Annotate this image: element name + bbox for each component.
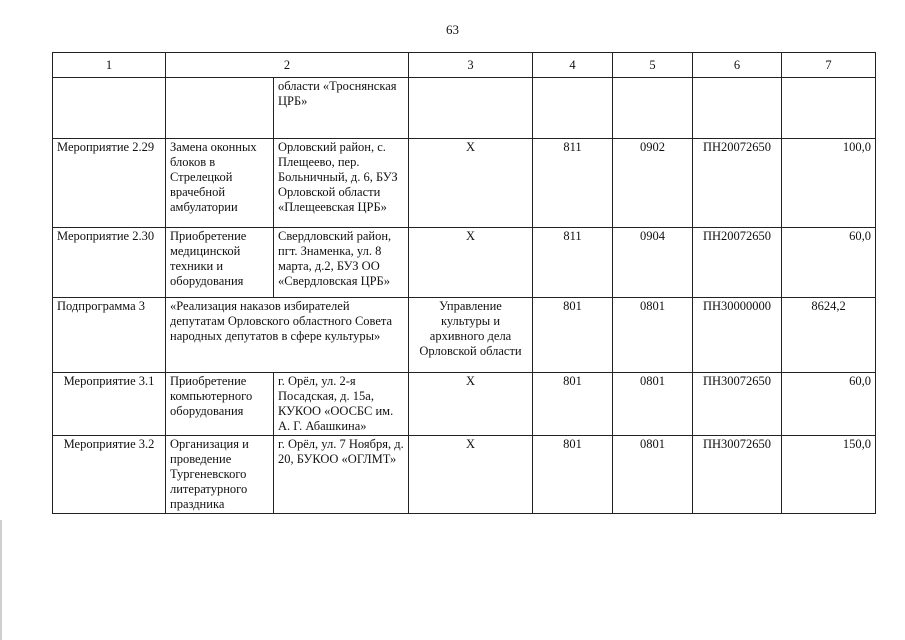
code-4 bbox=[533, 78, 613, 139]
header-cell-2: 2 bbox=[166, 53, 409, 78]
activity-name: Приобретение медицинской техники и оборудования bbox=[166, 228, 274, 298]
code-6: ПН20072650 bbox=[693, 139, 782, 228]
table-row bbox=[53, 298, 876, 373]
header-cell-5: 5 bbox=[613, 53, 693, 78]
row-label: Мероприятие 2.30 bbox=[53, 228, 166, 298]
activity-name: Организация и проведение Тургеневского литературного праздника bbox=[166, 436, 274, 514]
code-5: 0801 bbox=[613, 373, 693, 436]
code-5: 0904 bbox=[613, 228, 693, 298]
amount bbox=[782, 78, 876, 139]
table-row bbox=[53, 78, 876, 139]
activity-address: Орловский район, с. Плещеево, пер. Больничный, д. 6, БУЗ Орловской области «Плещеевская ЦРБ» bbox=[274, 139, 409, 228]
activity-name: Приобретение компьютерного оборудования bbox=[166, 373, 274, 436]
header-cell-4: 4 bbox=[533, 53, 613, 78]
header-cell-7: 7 bbox=[782, 53, 876, 78]
table-header-row bbox=[53, 53, 876, 78]
code-6: ПН30000000 bbox=[693, 298, 782, 373]
table-row bbox=[53, 139, 876, 228]
code-6 bbox=[693, 78, 782, 139]
activity-name bbox=[166, 78, 274, 139]
subprogram-name: «Реализация наказов избирателей депутатам Орловского областного Совета народных депутатов в сфере культуры» bbox=[166, 298, 409, 373]
code-5 bbox=[613, 78, 693, 139]
code-4: 801 bbox=[533, 298, 613, 373]
budget-table bbox=[52, 52, 876, 514]
executor: Х bbox=[409, 139, 533, 228]
activity-address: области «Троснянская ЦРБ» bbox=[274, 78, 409, 139]
code-4: 811 bbox=[533, 139, 613, 228]
executor: Управление культуры и архивного дела Орловской области bbox=[409, 298, 533, 373]
header-cell-6: 6 bbox=[693, 53, 782, 78]
amount: 100,0 bbox=[782, 139, 876, 228]
row-label: Мероприятие 3.1 bbox=[53, 373, 166, 436]
row-label: Мероприятие 2.29 bbox=[53, 139, 166, 228]
code-5: 0801 bbox=[613, 298, 693, 373]
activity-name: Замена оконных блоков в Стрелецкой врачебной амбулатории bbox=[166, 139, 274, 228]
row-label: Мероприятие 3.2 bbox=[53, 436, 166, 514]
table-row bbox=[53, 228, 876, 298]
code-5: 0801 bbox=[613, 436, 693, 514]
activity-address: Свердловский район, пгт. Знаменка, ул. 8 марта, д.2, БУЗ ОО «Свердловская ЦРБ» bbox=[274, 228, 409, 298]
activity-address: г. Орёл, ул. 2-я Посадская, д. 15а, КУКОО «ООСБС им. А. Г. Абашкина» bbox=[274, 373, 409, 436]
code-6: ПН20072650 bbox=[693, 228, 782, 298]
table-row bbox=[53, 436, 876, 514]
row-label: Подпрограмма 3 bbox=[53, 298, 166, 373]
code-4: 811 bbox=[533, 228, 613, 298]
activity-address: г. Орёл, ул. 7 Ноября, д. 20, БУКОО «ОГЛМТ» bbox=[274, 436, 409, 514]
header-cell-1: 1 bbox=[53, 53, 166, 78]
amount: 60,0 bbox=[782, 228, 876, 298]
amount: 8624,2 bbox=[782, 298, 876, 373]
header-cell-3: 3 bbox=[409, 53, 533, 78]
page-number: 63 bbox=[446, 22, 459, 37]
executor: Х bbox=[409, 373, 533, 436]
code-5: 0902 bbox=[613, 139, 693, 228]
scan-edge-mark bbox=[0, 520, 2, 640]
code-6: ПН30072650 bbox=[693, 373, 782, 436]
code-4: 801 bbox=[533, 373, 613, 436]
code-4: 801 bbox=[533, 436, 613, 514]
executor: Х bbox=[409, 436, 533, 514]
row-label bbox=[53, 78, 166, 139]
amount: 60,0 bbox=[782, 373, 876, 436]
amount: 150,0 bbox=[782, 436, 876, 514]
executor: Х bbox=[409, 228, 533, 298]
executor bbox=[409, 78, 533, 139]
table-row bbox=[53, 373, 876, 436]
code-6: ПН30072650 bbox=[693, 436, 782, 514]
